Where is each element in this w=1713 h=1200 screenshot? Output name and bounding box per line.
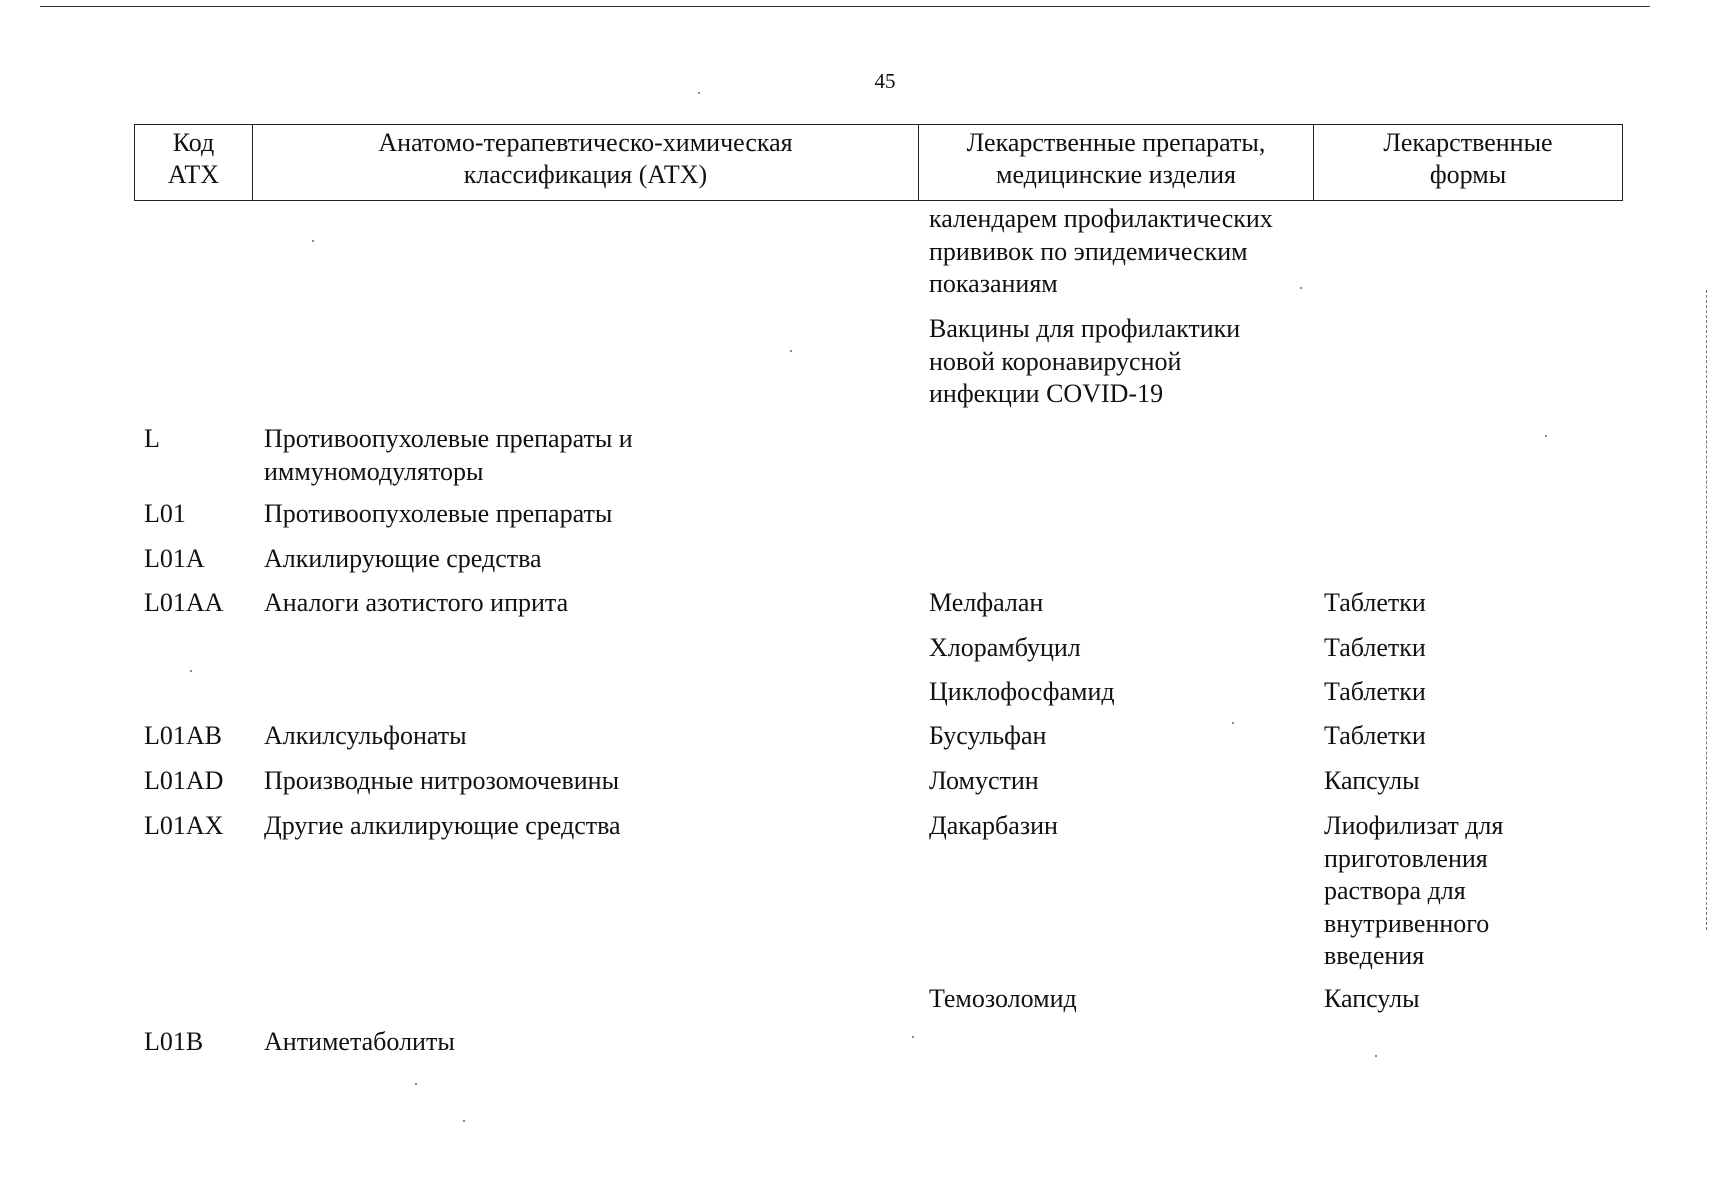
row-drug: Циклофосфамид (929, 677, 1115, 706)
row-drug: Хлорамбуцил (929, 633, 1081, 662)
scan-speck (1232, 722, 1234, 724)
row-classification: Аналоги азотистого иприта (264, 588, 569, 617)
scan-speck (415, 1083, 417, 1085)
row-code: L01AX (144, 811, 224, 840)
row-drug: Ломустин (929, 766, 1039, 795)
row-form: Таблетки (1324, 721, 1426, 750)
row-form: Таблетки (1324, 677, 1426, 706)
row-code: L01AA (144, 588, 224, 617)
row-classification: Другие алкилирующие средства (264, 811, 621, 840)
scan-speck (698, 92, 700, 94)
row-form: Капсулы (1324, 766, 1420, 795)
row-code: L (144, 424, 160, 453)
scan-speck (1300, 287, 1302, 289)
scan-speck (1545, 435, 1547, 437)
row-classification: Производные нитрозомочевины (264, 766, 620, 795)
row-classification: Алкилсульфонаты (264, 721, 467, 750)
row-code: L01AB (144, 721, 222, 750)
scan-speck (1375, 1055, 1377, 1057)
row-code: L01AD (144, 766, 224, 795)
row-form: Таблетки (1324, 633, 1426, 662)
continuation-drug-text: календарем профилактических прививок по эпидемическим показаниям (929, 204, 1273, 298)
row-classification: Алкилирующие средства (264, 544, 542, 573)
scan-speck (790, 350, 792, 352)
scan-edge-artifact (1706, 290, 1707, 930)
header-drugs-devices: Лекарственные препараты, медицинские изделия (919, 125, 1314, 201)
scan-speck (463, 1120, 465, 1122)
continuation-vaccine-text: Вакцины для профилактики новой коронавирусной инфекции COVID-19 (929, 314, 1241, 408)
row-form: Лиофилизат для приготовления раствора для внутривенного введения (1324, 811, 1504, 970)
scan-speck (312, 240, 314, 242)
row-code: L01B (144, 1027, 204, 1056)
row-code: L01A (144, 544, 205, 573)
row-drug: Бусульфан (929, 721, 1047, 750)
header-atc-code: Код АТХ (135, 125, 253, 201)
scan-speck (912, 1036, 914, 1038)
scan-border-line (40, 6, 1650, 7)
row-drug: Мелфалан (929, 588, 1044, 617)
row-classification: Антиметаболиты (264, 1027, 455, 1056)
row-form: Таблетки (1324, 588, 1426, 617)
row-drug: Темозоломид (929, 984, 1077, 1013)
header-atc-classification: Анатомо-терапевтическо-химическая классификация (АТХ) (253, 125, 919, 201)
row-code: L01 (144, 499, 186, 528)
scan-speck (190, 670, 192, 672)
row-form: Капсулы (1324, 984, 1420, 1013)
page-number: 45 (874, 69, 896, 93)
row-classification: Противоопухолевые препараты и иммуномодуляторы (264, 424, 633, 486)
table-header (134, 124, 1623, 201)
row-drug: Дакарбазин (929, 811, 1058, 840)
header-dosage-forms: Лекарственные формы (1314, 125, 1623, 201)
row-classification: Противоопухолевые препараты (264, 499, 613, 528)
